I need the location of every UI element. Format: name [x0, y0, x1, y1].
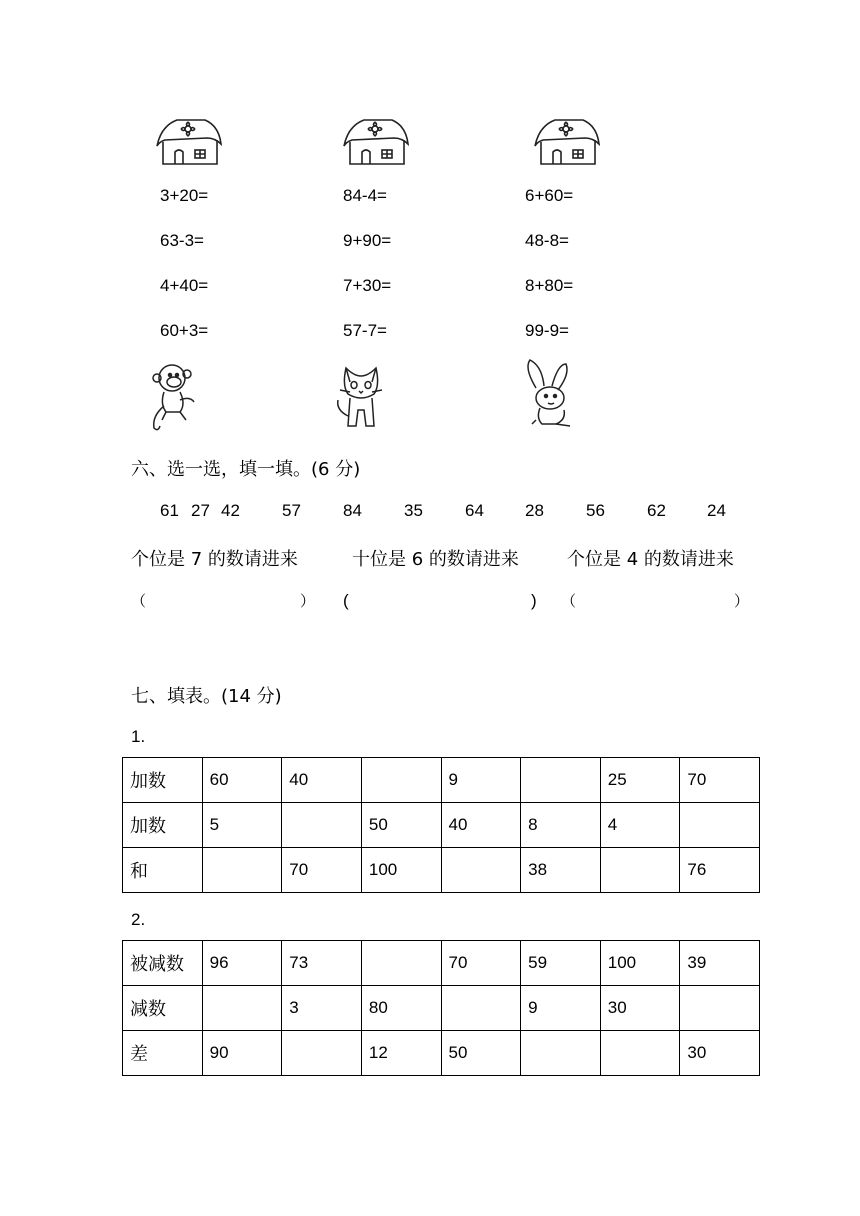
table-row	[123, 1031, 760, 1076]
subtraction-table	[122, 940, 760, 1076]
equation: 7+30=	[343, 276, 392, 295]
table-row	[123, 848, 760, 893]
table-row	[123, 941, 760, 986]
table-cell[interactable]	[600, 848, 680, 893]
table-cell[interactable]: 12	[361, 1031, 441, 1076]
table-cell[interactable]: 8	[521, 803, 601, 848]
number-item: 57	[282, 501, 301, 520]
number-item: 28	[525, 501, 544, 520]
table-cell[interactable]: 73	[282, 941, 362, 986]
table-cell[interactable]	[361, 941, 441, 986]
row-header: 加数	[123, 758, 203, 803]
table-cell[interactable]: 59	[521, 941, 601, 986]
table-cell[interactable]: 70	[441, 941, 521, 986]
table-cell[interactable]	[282, 803, 362, 848]
equation: 60+3=	[160, 321, 209, 340]
number-item: 61	[160, 501, 179, 520]
table-1-label: 1.	[131, 727, 146, 746]
equation: 48-8=	[525, 231, 569, 250]
house-with-flower-icon	[155, 116, 223, 168]
table-cell[interactable]: 100	[361, 848, 441, 893]
equation: 57-7=	[343, 321, 387, 340]
table-cell[interactable]: 38	[521, 848, 601, 893]
table-cell[interactable]: 3	[282, 986, 362, 1031]
table-cell[interactable]: 96	[202, 941, 282, 986]
table-cell[interactable]	[441, 986, 521, 1031]
equation: 84-4=	[343, 186, 387, 205]
cat-icon	[332, 360, 392, 434]
equation: 9+90=	[343, 231, 392, 250]
table-cell[interactable]	[600, 1031, 680, 1076]
number-item: 27	[191, 501, 210, 520]
equation: 8+80=	[525, 276, 574, 295]
table-cell[interactable]: 39	[680, 941, 760, 986]
row-header: 差	[123, 1031, 203, 1076]
table-cell[interactable]: 70	[282, 848, 362, 893]
number-item: 62	[647, 501, 666, 520]
answer-bracket-close: ）	[734, 592, 750, 610]
row-header: 加数	[123, 803, 203, 848]
house-with-flower-icon	[342, 116, 410, 168]
answer-bracket-open: （	[561, 592, 577, 610]
table-cell[interactable]	[521, 758, 601, 803]
table-cell[interactable]: 40	[441, 803, 521, 848]
table-row	[123, 758, 760, 803]
number-item: 35	[404, 501, 423, 520]
table-cell[interactable]: 70	[680, 758, 760, 803]
table-cell[interactable]	[361, 758, 441, 803]
row-header: 被减数	[123, 941, 203, 986]
number-item: 24	[707, 501, 726, 520]
equation: 6+60=	[525, 186, 574, 205]
table-cell[interactable]	[282, 1031, 362, 1076]
section-7-title: 七、填表。(14 分)	[131, 686, 282, 707]
equation: 4+40=	[160, 276, 209, 295]
equation: 63-3=	[160, 231, 204, 250]
table-cell[interactable]: 50	[441, 1031, 521, 1076]
answer-bracket-close: ）	[300, 592, 316, 610]
equation: 3+20=	[160, 186, 209, 205]
equation: 99-9=	[525, 321, 569, 340]
monkey-icon	[146, 360, 206, 434]
table-cell[interactable]	[680, 986, 760, 1031]
table-cell[interactable]: 30	[600, 986, 680, 1031]
table-row	[123, 803, 760, 848]
number-item: 56	[586, 501, 605, 520]
answer-bracket-close: )	[531, 591, 537, 610]
table-cell[interactable]	[202, 986, 282, 1031]
table-cell[interactable]: 76	[680, 848, 760, 893]
prompt-ones-4: 个位是 4 的数请进来	[567, 549, 734, 570]
answer-bracket-open: （	[131, 592, 147, 610]
section-6-title: 六、选一选，填一填。(6 分)	[131, 459, 361, 480]
table-cell[interactable]	[521, 1031, 601, 1076]
table-cell[interactable]: 60	[202, 758, 282, 803]
table-cell[interactable]: 100	[600, 941, 680, 986]
number-item: 64	[465, 501, 484, 520]
table-cell[interactable]	[441, 848, 521, 893]
table-row	[123, 986, 760, 1031]
table-2-label: 2.	[131, 910, 146, 929]
table-cell[interactable]	[680, 803, 760, 848]
table-cell[interactable]: 90	[202, 1031, 282, 1076]
house-with-flower-icon	[533, 116, 601, 168]
table-cell[interactable]: 9	[521, 986, 601, 1031]
number-item: 84	[343, 501, 362, 520]
table-cell[interactable]: 30	[680, 1031, 760, 1076]
table-cell[interactable]: 50	[361, 803, 441, 848]
table-cell[interactable]	[202, 848, 282, 893]
addition-table	[122, 757, 760, 893]
table-cell[interactable]: 80	[361, 986, 441, 1031]
prompt-tens-6: 十位是 6 的数请进来	[352, 549, 519, 570]
number-item: 42	[221, 501, 240, 520]
table-cell[interactable]: 5	[202, 803, 282, 848]
prompt-ones-7: 个位是 7 的数请进来	[131, 549, 298, 570]
answer-bracket-open: (	[343, 591, 349, 610]
table-cell[interactable]: 9	[441, 758, 521, 803]
row-header: 减数	[123, 986, 203, 1031]
row-header: 和	[123, 848, 203, 893]
table-cell[interactable]: 4	[600, 803, 680, 848]
rabbit-icon	[522, 358, 582, 432]
table-cell[interactable]: 40	[282, 758, 362, 803]
table-cell[interactable]: 25	[600, 758, 680, 803]
